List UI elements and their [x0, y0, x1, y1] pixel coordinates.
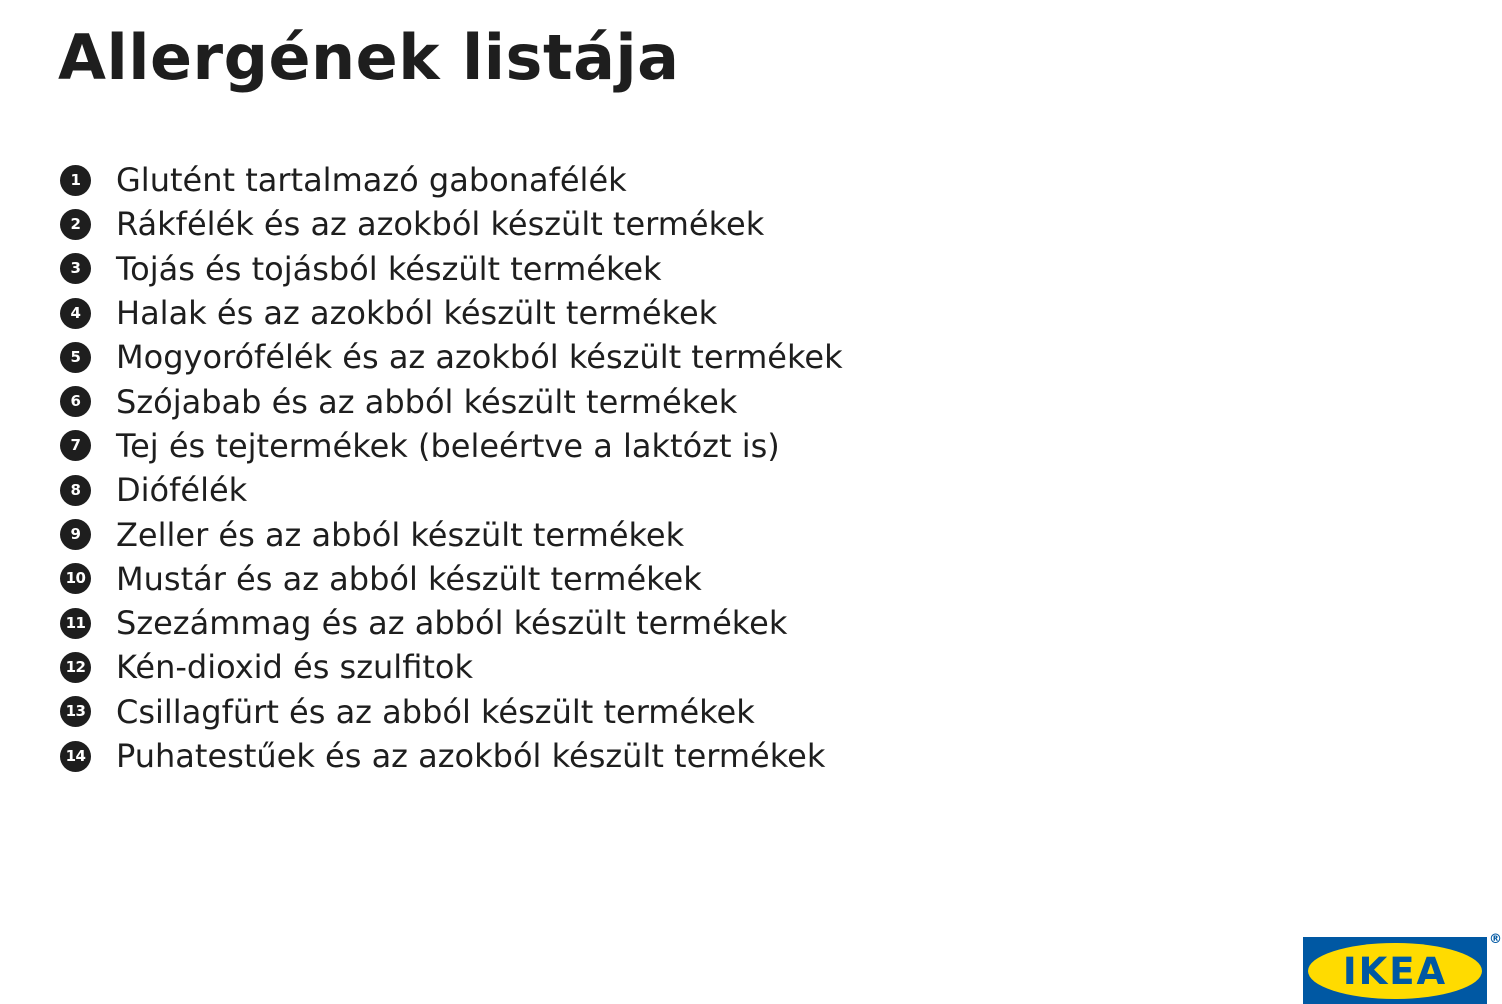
allergen-label: Zeller és az abból készült termékek	[116, 515, 685, 554]
registered-mark: ®	[1489, 932, 1502, 947]
list-item	[60, 645, 843, 689]
allergen-label: Diófélék	[116, 471, 248, 510]
list-item	[60, 379, 843, 423]
allergen-label: Csillagfürt és az abból készült termékek	[116, 692, 755, 731]
list-item	[60, 601, 843, 645]
number-badge: 1	[60, 165, 91, 196]
number-badge: 12	[60, 652, 91, 683]
list-item	[60, 557, 843, 601]
allergen-label: Mogyorófélék és az azokból készült termékek	[116, 338, 843, 377]
number-badge: 14	[60, 741, 91, 772]
list-item	[60, 158, 843, 202]
ikea-logo	[1303, 937, 1487, 1004]
number-badge: 7	[60, 430, 91, 461]
allergen-label: Szójabab és az abból készült termékek	[116, 382, 738, 421]
allergen-label: Tej és tejtermékek (beleértve a laktózt is)	[116, 426, 780, 465]
page-title: Allergének listája	[58, 21, 680, 94]
number-badge: 4	[60, 298, 91, 329]
number-badge: 10	[60, 563, 91, 594]
number-badge: 9	[60, 519, 91, 550]
list-item	[60, 424, 843, 468]
allergen-label: Tojás és tojásból készült termékek	[116, 249, 662, 288]
number-badge: 8	[60, 475, 91, 506]
number-badge: 6	[60, 386, 91, 417]
list-item	[60, 202, 843, 246]
number-badge: 3	[60, 253, 91, 284]
number-badge: 13	[60, 696, 91, 727]
logo-wordmark: IKEA	[1342, 950, 1448, 993]
list-item	[60, 247, 843, 291]
list-item	[60, 734, 843, 778]
allergen-label: Kén-dioxid és szulfitok	[116, 648, 473, 687]
allergen-list	[60, 158, 843, 778]
list-item	[60, 512, 843, 556]
list-item	[60, 335, 843, 379]
number-badge: 2	[60, 209, 91, 240]
allergen-label: Szezámmag és az abból készült termékek	[116, 604, 788, 643]
list-item	[60, 468, 843, 512]
list-item	[60, 291, 843, 335]
allergen-label: Glutént tartalmazó gabonafélék	[116, 161, 627, 200]
list-item	[60, 690, 843, 734]
number-badge: 5	[60, 342, 91, 373]
allergen-label: Rákfélék és az azokból készült termékek	[116, 205, 765, 244]
number-badge: 11	[60, 608, 91, 639]
allergen-label: Halak és az azokból készült termékek	[116, 294, 718, 333]
allergen-label: Puhatestűek és az azokból készült termékek	[116, 737, 826, 775]
allergen-label: Mustár és az abból készült termékek	[116, 559, 702, 598]
